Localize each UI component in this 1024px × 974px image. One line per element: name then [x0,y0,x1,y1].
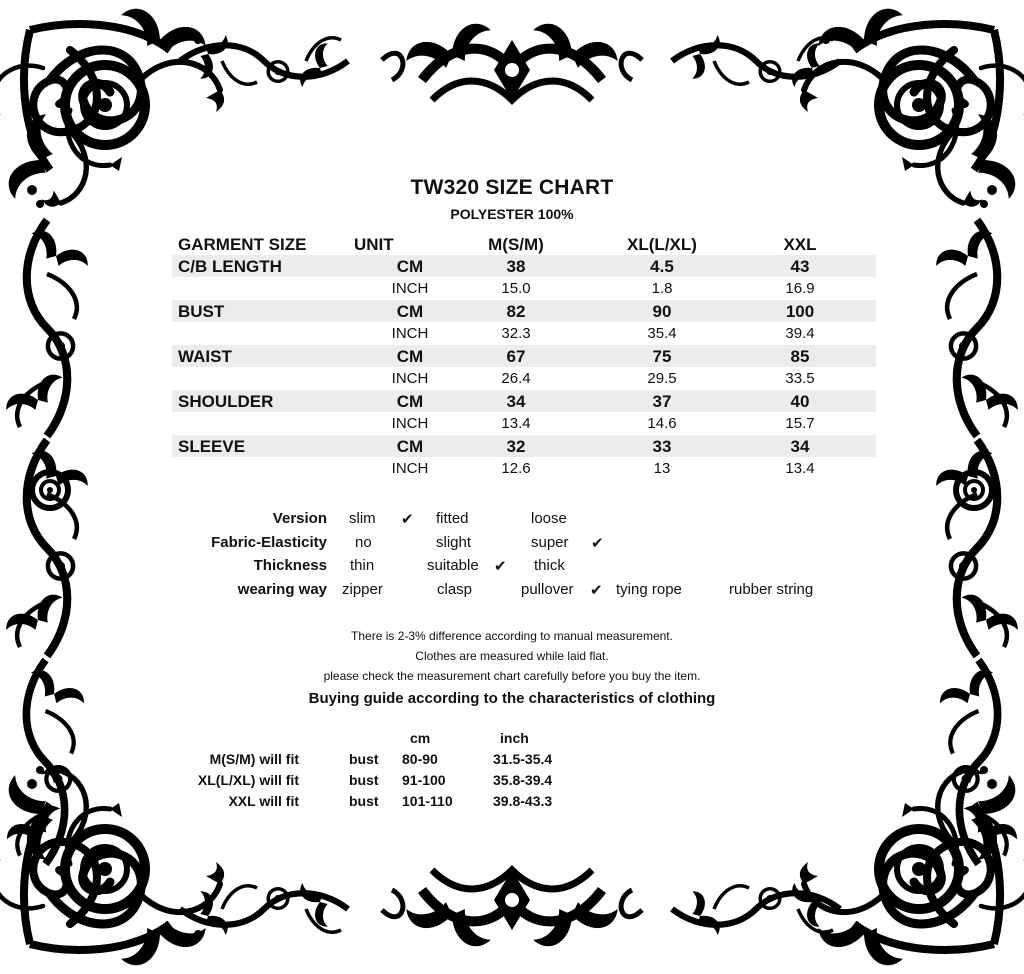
guide-cm: 101-110 [402,793,453,809]
guide-cm: 80-90 [402,751,438,767]
measurement-name: SHOULDER [178,391,274,411]
buying-guide-title: Buying guide according to the characteristics of clothing [308,690,716,707]
version-row [0,508,1024,532]
option-slight: slight [436,533,472,551]
option-zipper: zipper [342,580,383,598]
table-row [172,277,876,300]
value-cell: 82 [506,301,526,321]
header-size-xl: XL(L/XL) [627,235,697,254]
elasticity-row [0,532,1024,556]
table-row [172,390,876,413]
guide-part: bust [349,772,379,788]
unit-cell: CM [396,346,424,366]
value-cell: 32 [506,436,526,456]
measurement-name: BUST [178,301,225,321]
table-row [172,367,876,390]
note-line: There is 2-3% difference according to manual measurement. [351,629,673,643]
guide-row [0,791,1024,812]
guide-inch: 31.5-35.4 [493,751,553,767]
guide-row [0,770,1024,791]
value-cell: 26.4 [501,370,531,387]
guide-inch: 39.8-43.3 [493,793,553,809]
value-cell: 85 [790,346,810,366]
guide-col-cm: cm [410,730,431,746]
note-line: please check the measurement chart carefully before you buy the item. [323,669,701,683]
value-cell: 16.9 [785,280,815,297]
header-size-xxl: XXL [783,235,817,254]
unit-cell: CM [396,391,424,411]
check-mark-icon: ✔ [494,558,507,575]
option-suitable: suitable [427,557,479,574]
option-no: no [355,533,372,551]
guide-header [0,728,1024,749]
buying-guide-table [0,728,1024,812]
option-rubber-string: rubber string [729,580,814,598]
value-cell: 29.5 [647,370,677,387]
header-size-m: M(S/M) [488,235,544,254]
note-line: Clothes are measured while laid flat. [415,649,609,663]
value-cell: 33 [652,436,672,456]
value-cell: 90 [652,301,672,321]
value-cell: 39.4 [785,325,815,342]
material-subtitle: POLYESTER 100% [450,206,574,222]
table-row [172,255,876,278]
guide-fit: M(S/M) will fit [209,751,299,767]
guide-fit: XXL will fit [228,793,299,809]
guide-row [0,749,1024,770]
value-cell: 14.6 [647,415,677,432]
value-cell: 38 [506,256,526,276]
table-header [172,232,876,255]
measurement-name: WAIST [178,346,232,366]
unit-cell: INCH [391,370,429,387]
table-row [172,322,876,345]
value-cell: 13 [653,460,671,477]
value-cell: 34 [506,391,526,411]
unit-cell: INCH [391,460,429,477]
value-cell: 67 [506,346,526,366]
option-pullover: pullover [521,580,574,598]
measurement-name: C/B LENGTH [178,256,282,276]
guide-inch: 35.8-39.4 [493,772,553,788]
guide-part: bust [349,751,379,767]
thickness-row [0,555,1024,579]
unit-cell: INCH [391,280,429,297]
option-slim: slim [349,510,376,527]
option-thin: thin [350,557,375,574]
value-cell: 13.4 [785,460,815,477]
option-thick: thick [534,557,565,574]
option-tying-rope: tying rope [616,580,682,598]
check-mark-icon: ✔ [590,581,603,599]
value-cell: 32.3 [501,325,531,342]
option-loose: loose [531,510,567,527]
wearing-way-label: wearing way [237,580,327,598]
value-cell: 34 [790,436,810,456]
value-cell: 15.7 [785,415,815,432]
value-cell: 15.0 [501,280,531,297]
elasticity-label: Fabric-Elasticity [211,533,327,551]
option-super: super [531,533,569,551]
value-cell: 37 [652,391,672,411]
header-garment-size: GARMENT SIZE [178,235,307,254]
value-cell: 4.5 [650,256,674,276]
unit-cell: CM [396,436,424,456]
value-cell: 12.6 [501,460,531,477]
size-table [172,232,876,480]
table-row [172,345,876,368]
check-mark-icon: ✔ [591,534,604,552]
table-row [172,412,876,435]
table-row [172,435,876,458]
option-clasp: clasp [437,580,473,598]
value-cell: 40 [790,391,810,411]
thickness-label: Thickness [253,557,327,574]
unit-cell: CM [396,301,424,321]
wearing-way-row [0,579,1024,603]
option-fitted: fitted [436,510,469,527]
unit-cell: INCH [391,415,429,432]
guide-cm: 91-100 [402,772,446,788]
value-cell: 33.5 [785,370,815,387]
value-cell: 100 [785,301,815,321]
version-label: Version [272,510,327,527]
guide-col-inch: inch [500,730,529,746]
unit-cell: CM [396,256,424,276]
measurement-notes [0,626,1024,686]
characteristics-table [0,508,1024,602]
measurement-name: SLEEVE [178,436,246,456]
value-cell: 35.4 [647,325,677,342]
value-cell: 13.4 [501,415,531,432]
value-cell: 75 [652,346,672,366]
header-unit: UNIT [354,235,394,254]
guide-fit: XL(L/XL) will fit [197,772,299,788]
guide-part: bust [349,793,379,809]
page-title: TW320 SIZE CHART [410,176,614,199]
table-row [172,457,876,480]
unit-cell: INCH [391,325,429,342]
check-mark-icon: ✔ [401,511,414,528]
table-row [172,300,876,323]
value-cell: 43 [790,256,810,276]
value-cell: 1.8 [651,280,673,297]
